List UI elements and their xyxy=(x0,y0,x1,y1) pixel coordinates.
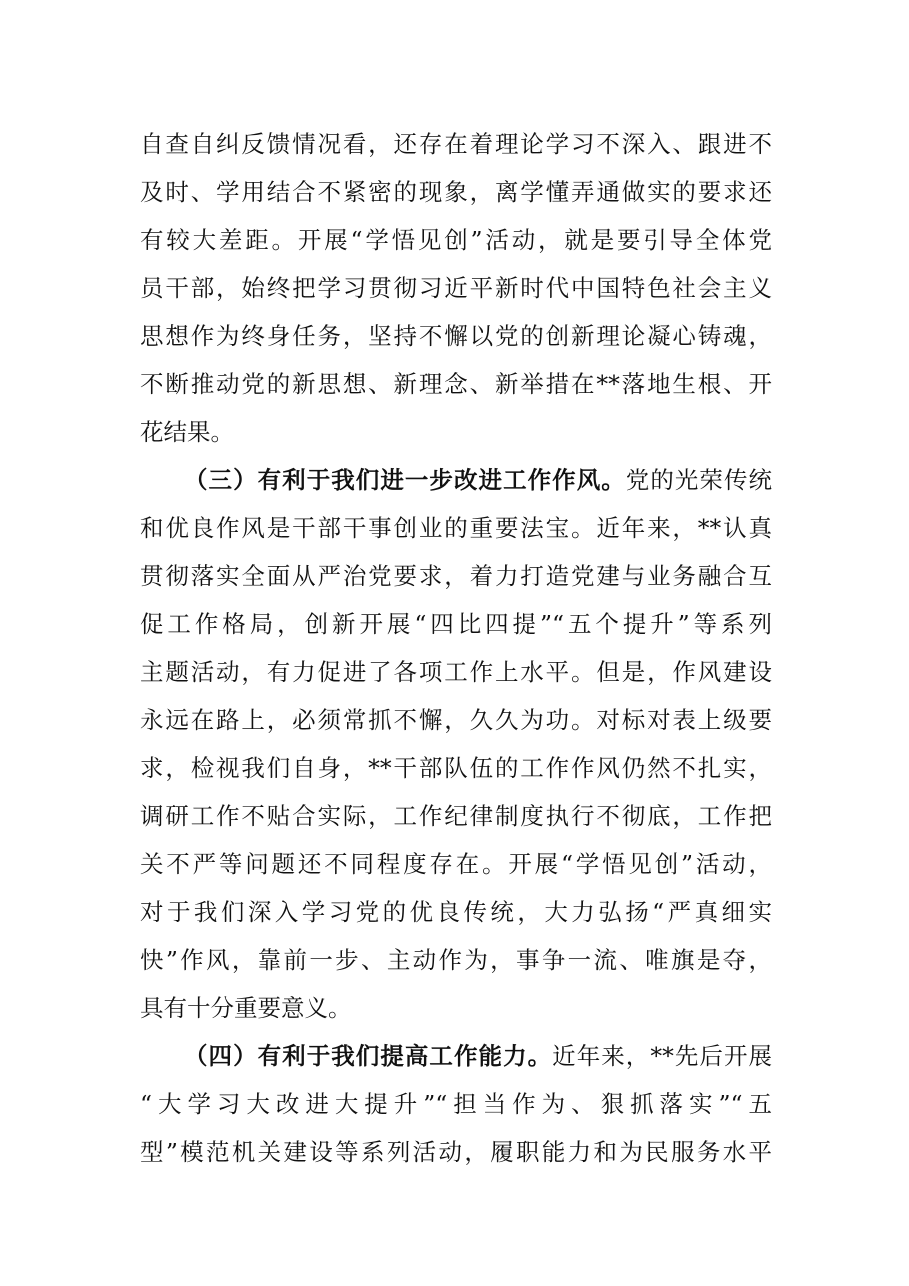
paragraph-line: 花结果。 xyxy=(140,418,234,446)
paragraph-line: 主题活动，有力促进了各项工作上水平。但是，作风建设 xyxy=(140,658,772,686)
paragraph-line: 思想作为终身任务，坚持不懈以党的创新理论凝心铸魂， xyxy=(140,322,772,350)
section-heading: （三）有利于我们进一步改进工作作风。 xyxy=(184,466,626,494)
section-heading-line xyxy=(184,460,772,500)
paragraph-line: “大学习大改进大提升”“担当作为、狠抓落实”“五 xyxy=(140,1090,772,1118)
paragraph-line: 对于我们深入学习党的优良传统，大力弘扬“严真细实 xyxy=(140,898,772,926)
heading-line-text: 党的光荣传统 xyxy=(625,466,772,494)
section-heading-line xyxy=(184,1036,772,1076)
paragraph-line: 不断推动党的新思想、新理念、新举措在**落地生根、开 xyxy=(140,370,772,398)
paragraph-line: 贯彻落实全面从严治党要求，着力打造党建与业务融合互 xyxy=(140,562,772,590)
paragraph-line: 具有十分重要意义。 xyxy=(140,994,352,1022)
paragraph-line: 促工作格局，创新开展“四比四提”“五个提升”等系列 xyxy=(140,610,772,638)
section-heading: （四）有利于我们提高工作能力。 xyxy=(184,1042,553,1070)
paragraph-line: 员干部，始终把学习贯彻习近平新时代中国特色社会主义 xyxy=(140,274,772,302)
paragraph-line: 有较大差距。开展“学悟见创”活动，就是要引导全体党 xyxy=(140,226,772,254)
paragraph-line: 自查自纠反馈情况看，还存在着理论学习不深入、跟进不 xyxy=(140,130,772,158)
paragraph-line: 关不严等问题还不同程度存在。开展“学悟见创”活动， xyxy=(140,850,772,878)
paragraph-line: 和优良作风是干部干事创业的重要法宝。近年来，**认真 xyxy=(140,514,772,542)
paragraph-line: 及时、学用结合不紧密的现象，离学懂弄通做实的要求还 xyxy=(140,178,772,206)
paragraph-line: 调研工作不贴合实际，工作纪律制度执行不彻底，工作把 xyxy=(140,802,772,830)
heading-line-text: 近年来，**先后开展 xyxy=(552,1042,772,1070)
paragraph-line: 永远在路上，必须常抓不懈，久久为功。对标对表上级要 xyxy=(140,706,772,734)
paragraph-line: 快”作风，靠前一步、主动作为，事争一流、唯旗是夺， xyxy=(140,946,772,974)
paragraph-line: 求，检视我们自身，**干部队伍的工作作风仍然不扎实， xyxy=(140,754,772,782)
paragraph-line: 型”模范机关建设等系列活动，履职能力和为民服务水平 xyxy=(140,1138,772,1166)
